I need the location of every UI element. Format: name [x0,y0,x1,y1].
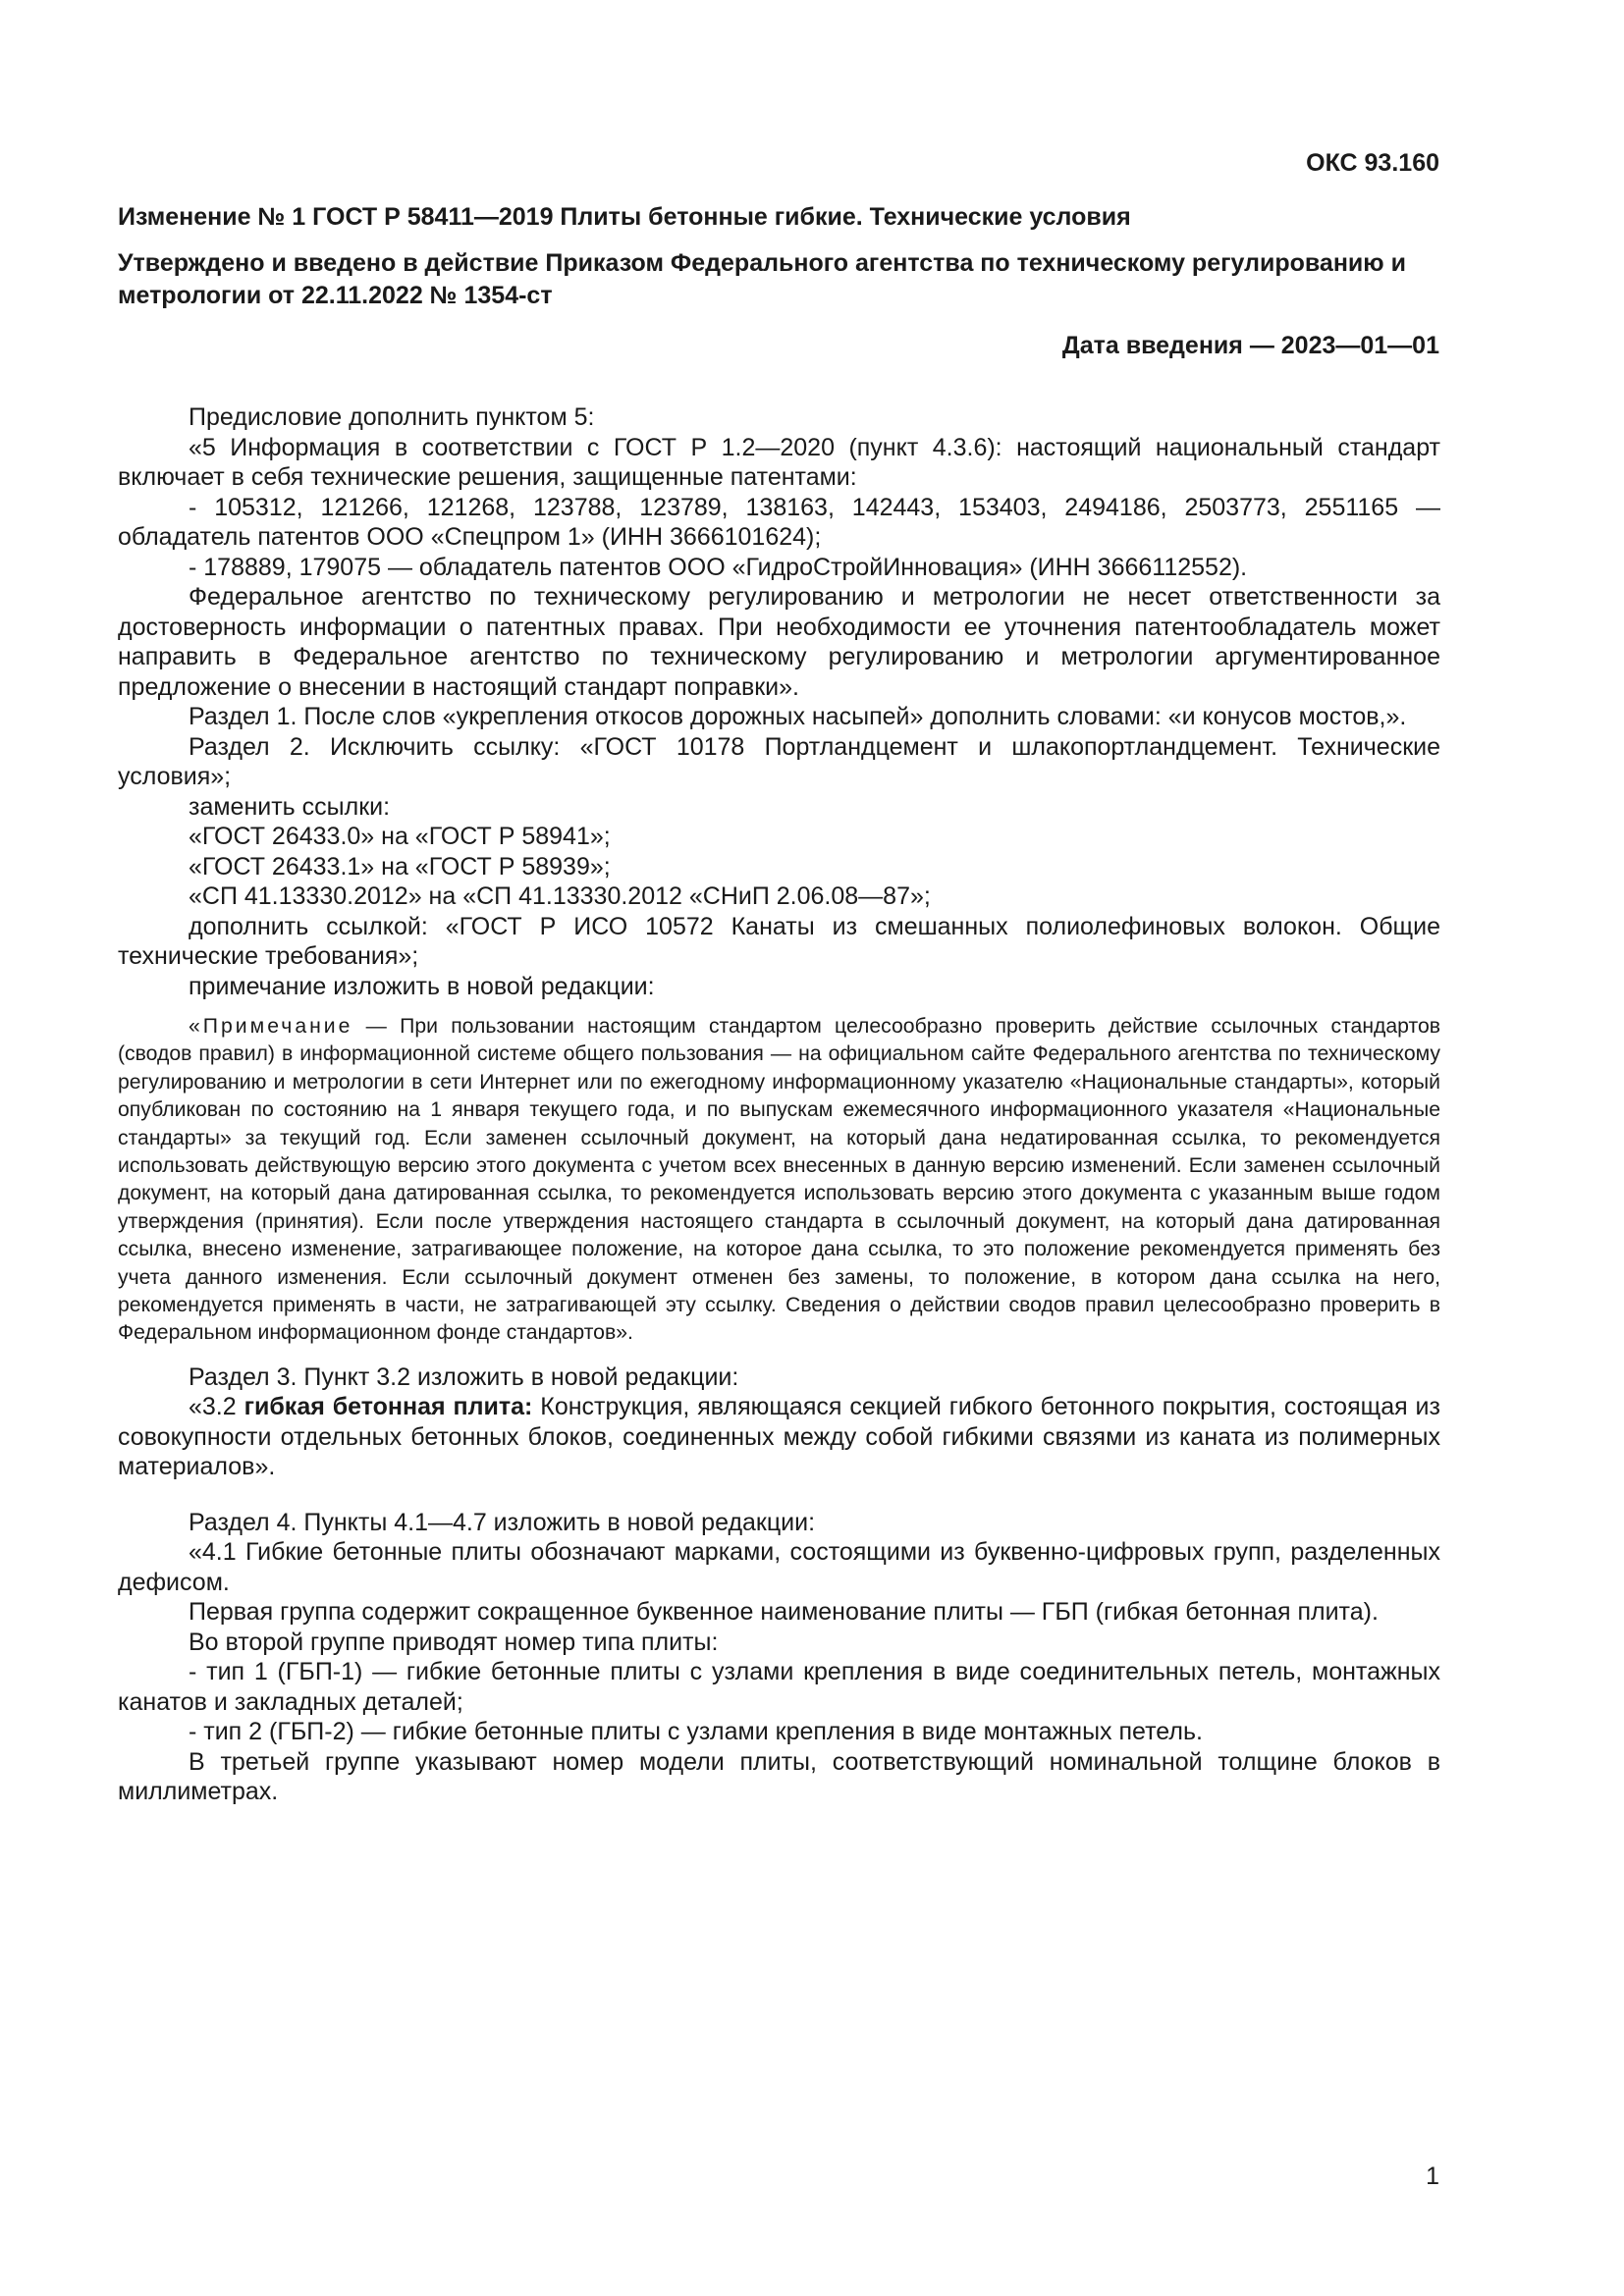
effective-date: Дата введения — 2023—01—01 [1061,332,1439,359]
classification-code: ОКС 93.160 [1306,149,1439,177]
paragraph: Первая группа содержит сокращенное буквенное наименование плиты — ГБП (гибкая бетонная плита). [189,1598,1379,1627]
paragraph: «СП 41.13330.2012» на «СП 41.13330.2012 «СНиП 2.06.08—87»; [189,882,931,910]
paragraph: «4.1 Гибкие бетонные плиты обозначают марками, состоящими из буквенно-цифровых групп, разделенных дефисом. [118,1538,1440,1596]
document-title: Изменение № 1 ГОСТ Р 58411—2019 Плиты бетонные гибкие. Технические условия [118,203,1131,231]
paragraph: Во второй группе приводят номер типа плиты: [189,1628,719,1656]
paragraph: В третьей группе указывают номер модели плиты, соответствующий номинальной толщине блоков в миллиметрах. [118,1747,1440,1806]
paragraph: Федеральное агентство по техническому регулированию и метрологии не несет ответственности за достоверность информации о патентных правах. При необходимости ее уточнения патентообладатель может направить в Федеральное агентство по техническому регулированию и метрологии аргументированное предложение о внесении в настоящий стандарт поправки». [118,583,1440,701]
page-number: 1 [1426,2163,1439,2190]
note-block [118,1013,1440,1348]
paragraph: заменить ссылки: [189,792,391,821]
paragraph: Раздел 4. Пункты 4.1—4.7 изложить в новой редакции: [189,1508,816,1536]
paragraph: - тип 2 (ГБП-2) — гибкие бетонные плиты с узлами крепления в виде монтажных петель. [189,1718,1203,1746]
paragraph: Предисловие дополнить пунктом 5: [189,403,595,431]
note-text: — При пользовании настоящим стандартом целесообразно проверить действие ссылочных стандартов (сводов правил) в информационной системе общего пользования — на официальном сайте Федерального агентства по техническому регулированию и метрологии в сети Интернет или по ежегодному информационному указателю «Национальные стандарты», который опубликован по состоянию на 1 января текущего года, и по выпускам ежемесячного информационного указателя «Национальные стандарты» за текущий год. Если заменен ссылочный документ, на который дана недатированная ссылка, то рекомендуется использовать действующую версию этого документа с учетом всех внесенных в данную версию изменений. Если заменен ссылочный документ, на который дана датированная ссылка, то рекомендуется использовать версию этого документа с указанным выше годом утверждения (принятия). Если после утверждения настоящего стандарта в ссылочный документ, на который дана датированная ссылка, внесено изменение, затрагивающее положение, на которое дана ссылка, то это положение рекомендуется применять без учета данного изменения. Если ссылочный документ отменен без замены, то положение, в котором дана ссылка на него, рекомендуется применять в части, не затрагивающей эту ссылку. Сведения о действии сводов правил целесообразно проверить в Федеральном информационном фонде стандартов». [118,1015,1440,1345]
note-label: «Примечание [189,1015,353,1038]
approval-statement: Утверждено и введено в действие Приказом Федерального агентства по техническому регулированию и метрологии от 22.11.2022 № 1354-ст [118,249,1406,309]
paragraph: «5 Информация в соответствии с ГОСТ Р 1.2—2020 (пункт 4.3.6): настоящий национальный стандарт включает в себя технические решения, защищенные патентами: [118,433,1440,491]
paragraph: - тип 1 (ГБП-1) — гибкие бетонные плиты с узлами крепления в виде соединительных петель, монтажных канатов и закладных деталей; [118,1658,1440,1716]
paragraph: дополнить ссылкой: «ГОСТ Р ИСО 10572 Канаты из смешанных полиолефиновых волокон. Общие технические требования»; [118,912,1440,970]
definition-text: Конструкция, являющаяся секцией гибкого бетонного покрытия, состоящая из совокупности отдельных бетонных блоков, соединенных между собой гибкими связями из каната из полимерных материалов». [118,1393,1440,1481]
paragraph: - 105312, 121266, 121268, 123788, 123789, 138163, 142443, 153403, 2494186, 2503773, 2551165 — обладатель патентов ООО «Спецпром 1» (ИНН 3666101624); [118,493,1440,551]
paragraph: Раздел 3. Пункт 3.2 изложить в новой редакции: [189,1362,739,1391]
paragraph: примечание изложить в новой редакции: [189,972,655,1000]
document-body [118,402,1440,1807]
paragraph: Раздел 1. После слов «укрепления откосов дорожных насыпей» дополнить словами: «и конусов мостов,». [189,703,1407,730]
paragraph: - 178889, 179075 — обладатель патентов ООО «ГидроСтройИнновация» (ИНН 3666112552). [189,553,1248,581]
paragraph: «ГОСТ 26433.0» на «ГОСТ Р 58941»; [189,823,611,850]
definition-term: гибкая бетонная плита: [244,1393,533,1421]
paragraph: «ГОСТ 26433.1» на «ГОСТ Р 58939»; [189,852,611,881]
definition-paragraph [118,1392,1440,1482]
paragraph: Раздел 2. Исключить ссылку: «ГОСТ 10178 Портландцемент и шлакопортландцемент. Технические условия»; [118,732,1440,790]
definition-number: «3.2 [189,1393,244,1421]
